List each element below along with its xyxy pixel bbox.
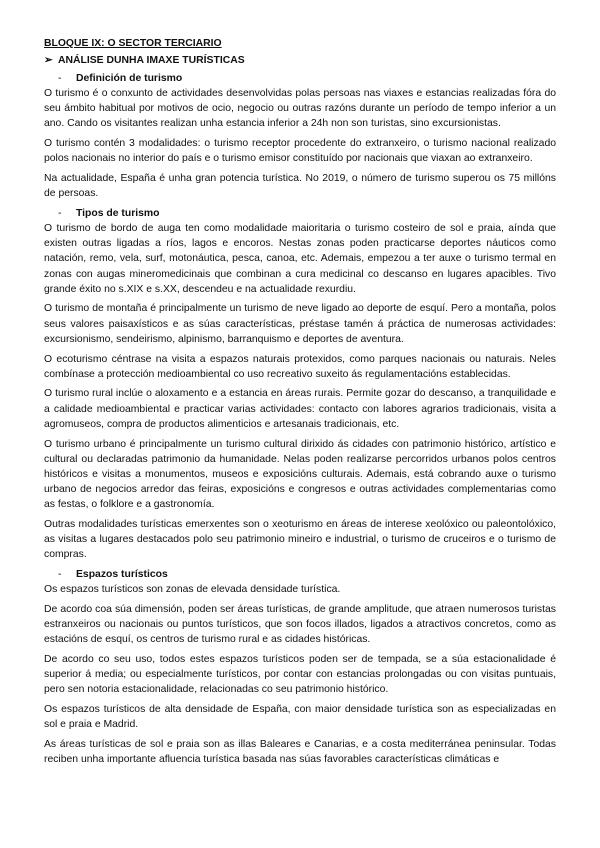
paragraph: O turismo urbano é principalmente un turismo cultural dirixido ás cidades con patrimonio histórico, artístico e cultural ou declaradas patrimonio da humanidade. Nelas poden realizarse percorridos urbanos polos centros históricos e visitas a monumentos, museos e exposicións culturais. Ademais, está cobrando auxe o turismo urbano de negocios arredor das feiras, exposicións e congresos e outras actividades complementarias como as festas, o folklore e a gastronomía. bbox=[44, 438, 556, 511]
paragraph: De acordo co seu uso, todos estes espazos turísticos poden ser de tempada, se a súa estacionalidade é superior á media; ou especialmente turísticos, por contar con estancias prolongadas ou con visitas puntuais, pero sen notoria estacionalidade, relacionadas co seu patrimonio histórico. bbox=[44, 654, 556, 696]
paragraph: Os espazos turísticos son zonas de elevada densidade turística. bbox=[44, 584, 341, 596]
document-page bbox=[44, 36, 556, 772]
paragraph: Na actualidade, España é unha gran potencia turística. No 2019, o número de turismo superou os 75 millóns de persoas. bbox=[44, 173, 556, 200]
dash-bullet: - bbox=[58, 207, 62, 219]
dash-bullet: - bbox=[58, 73, 62, 84]
paragraph: O turismo contén 3 modalidades: o turismo receptor procedente do extranxeiro, o turismo nacional realizado polos nacionais no interior do país e o turismo emisor constituído por nacionais que viaxan ao extranxeiro. bbox=[44, 138, 556, 165]
paragraph: O turismo de bordo de auga ten como modalidade maioritaria o turismo costeiro de sol e praia, aínda que existen outras ligadas a ríos, lagos e encoros. Nestas zonas poden practicarse deportes náuticos como natación, remo, vela, surf, motonáutica, pesca, canoa, etc. Ademais, empezou a ter auxe o turismo termal en zonas con augas mineromedicinais que combinan a cura medicinal co descanso en lugares apacibles. Tivo grande éxito no s.XIX e s.XX, descendeu e na actualidade rexurdiu. bbox=[44, 222, 556, 295]
section-heading-definicion bbox=[44, 71, 556, 86]
paragraph: O turismo rural inclúe o aloxamento e a estancia en áreas rurais. Permite gozar do descanso, a tranquilidade e a calidade medioambiental e practicar varias actividades: contacto con labores agrarios tradicionais, visita a agromuseos, compra de productos alimenticios e artesanais tradicionais, etc. bbox=[44, 388, 556, 430]
paragraph: De acordo coa súa dimensión, poden ser áreas turísticas, de grande amplitude, que atraen numerosos turistas estranxeiros ou nacionais ou puntos turísticos, que son focos illados, ligados a atractivos concretos, como as estacións de esquí, os centros de turismo rural e as cidades históricas. bbox=[44, 603, 556, 646]
paragraph: Os espazos turísticos de alta densidade de España, con maior densidade turística son as especializadas en sol e praia e Madrid. bbox=[44, 704, 556, 731]
document-subtitle bbox=[44, 53, 556, 68]
paragraph: Outras modalidades turísticas emerxentes son o xeoturismo en áreas de interese xeolóxico ou paleontolóxico, as visitas a lugares destacados polo seu patrimonio mineiro e industrial, o turismo de cruceiros e o turismo de compras. bbox=[44, 519, 556, 561]
subtitle-text: ANÁLISE DUNHA IMAXE TURÍSTICAS bbox=[58, 55, 245, 66]
section-heading-text: Definición de turismo bbox=[76, 73, 183, 84]
paragraph: O turismo é o conxunto de actividades desenvolvidas polas persoas nas viaxes e estancias realizadas fóra do seu ámbito habitual por motivos de ocio, negocio ou outras razóns durante un período de tempo inferior a un ano. Cando os visitantes realizan unha estancia inferior a 24h non son turistas, sino excursionistas. bbox=[44, 88, 556, 130]
paragraph: O turismo de montaña é principalmente un turismo de neve ligado ao deporte de esquí. Pero a montaña, polos seus valores paisaxísticos e as súas características, préstase tamén á práctica de numerosas actividades: excursionismo, sendeirismo, alpinismo, barranquismo e deportes de aventura. bbox=[44, 303, 556, 345]
paragraph: As áreas turísticas de sol e praia son as illas Baleares e Canarias, e a costa mediterránea peninsular. Todas reciben unha importante afluencia turística basada nas súas favorables características climáticas e bbox=[44, 739, 556, 766]
arrow-bullet-icon: ➢ bbox=[44, 55, 53, 66]
paragraph: O ecoturismo céntrase na visita a espazos naturais protexidos, como parques nacionais ou naturais. Neles combínase a protección medioambiental co uso recreativo suxeito ás regulamentacións establecidas. bbox=[44, 353, 556, 380]
section-heading-tipos bbox=[44, 206, 556, 221]
section-heading-text: Espazos turísticos bbox=[76, 569, 168, 581]
section-heading-text: Tipos de turismo bbox=[76, 207, 160, 219]
section-heading-espazos bbox=[44, 567, 556, 582]
document-title: BLOQUE IX: O SECTOR TERCIARIO bbox=[44, 38, 222, 49]
dash-bullet: - bbox=[58, 569, 62, 581]
